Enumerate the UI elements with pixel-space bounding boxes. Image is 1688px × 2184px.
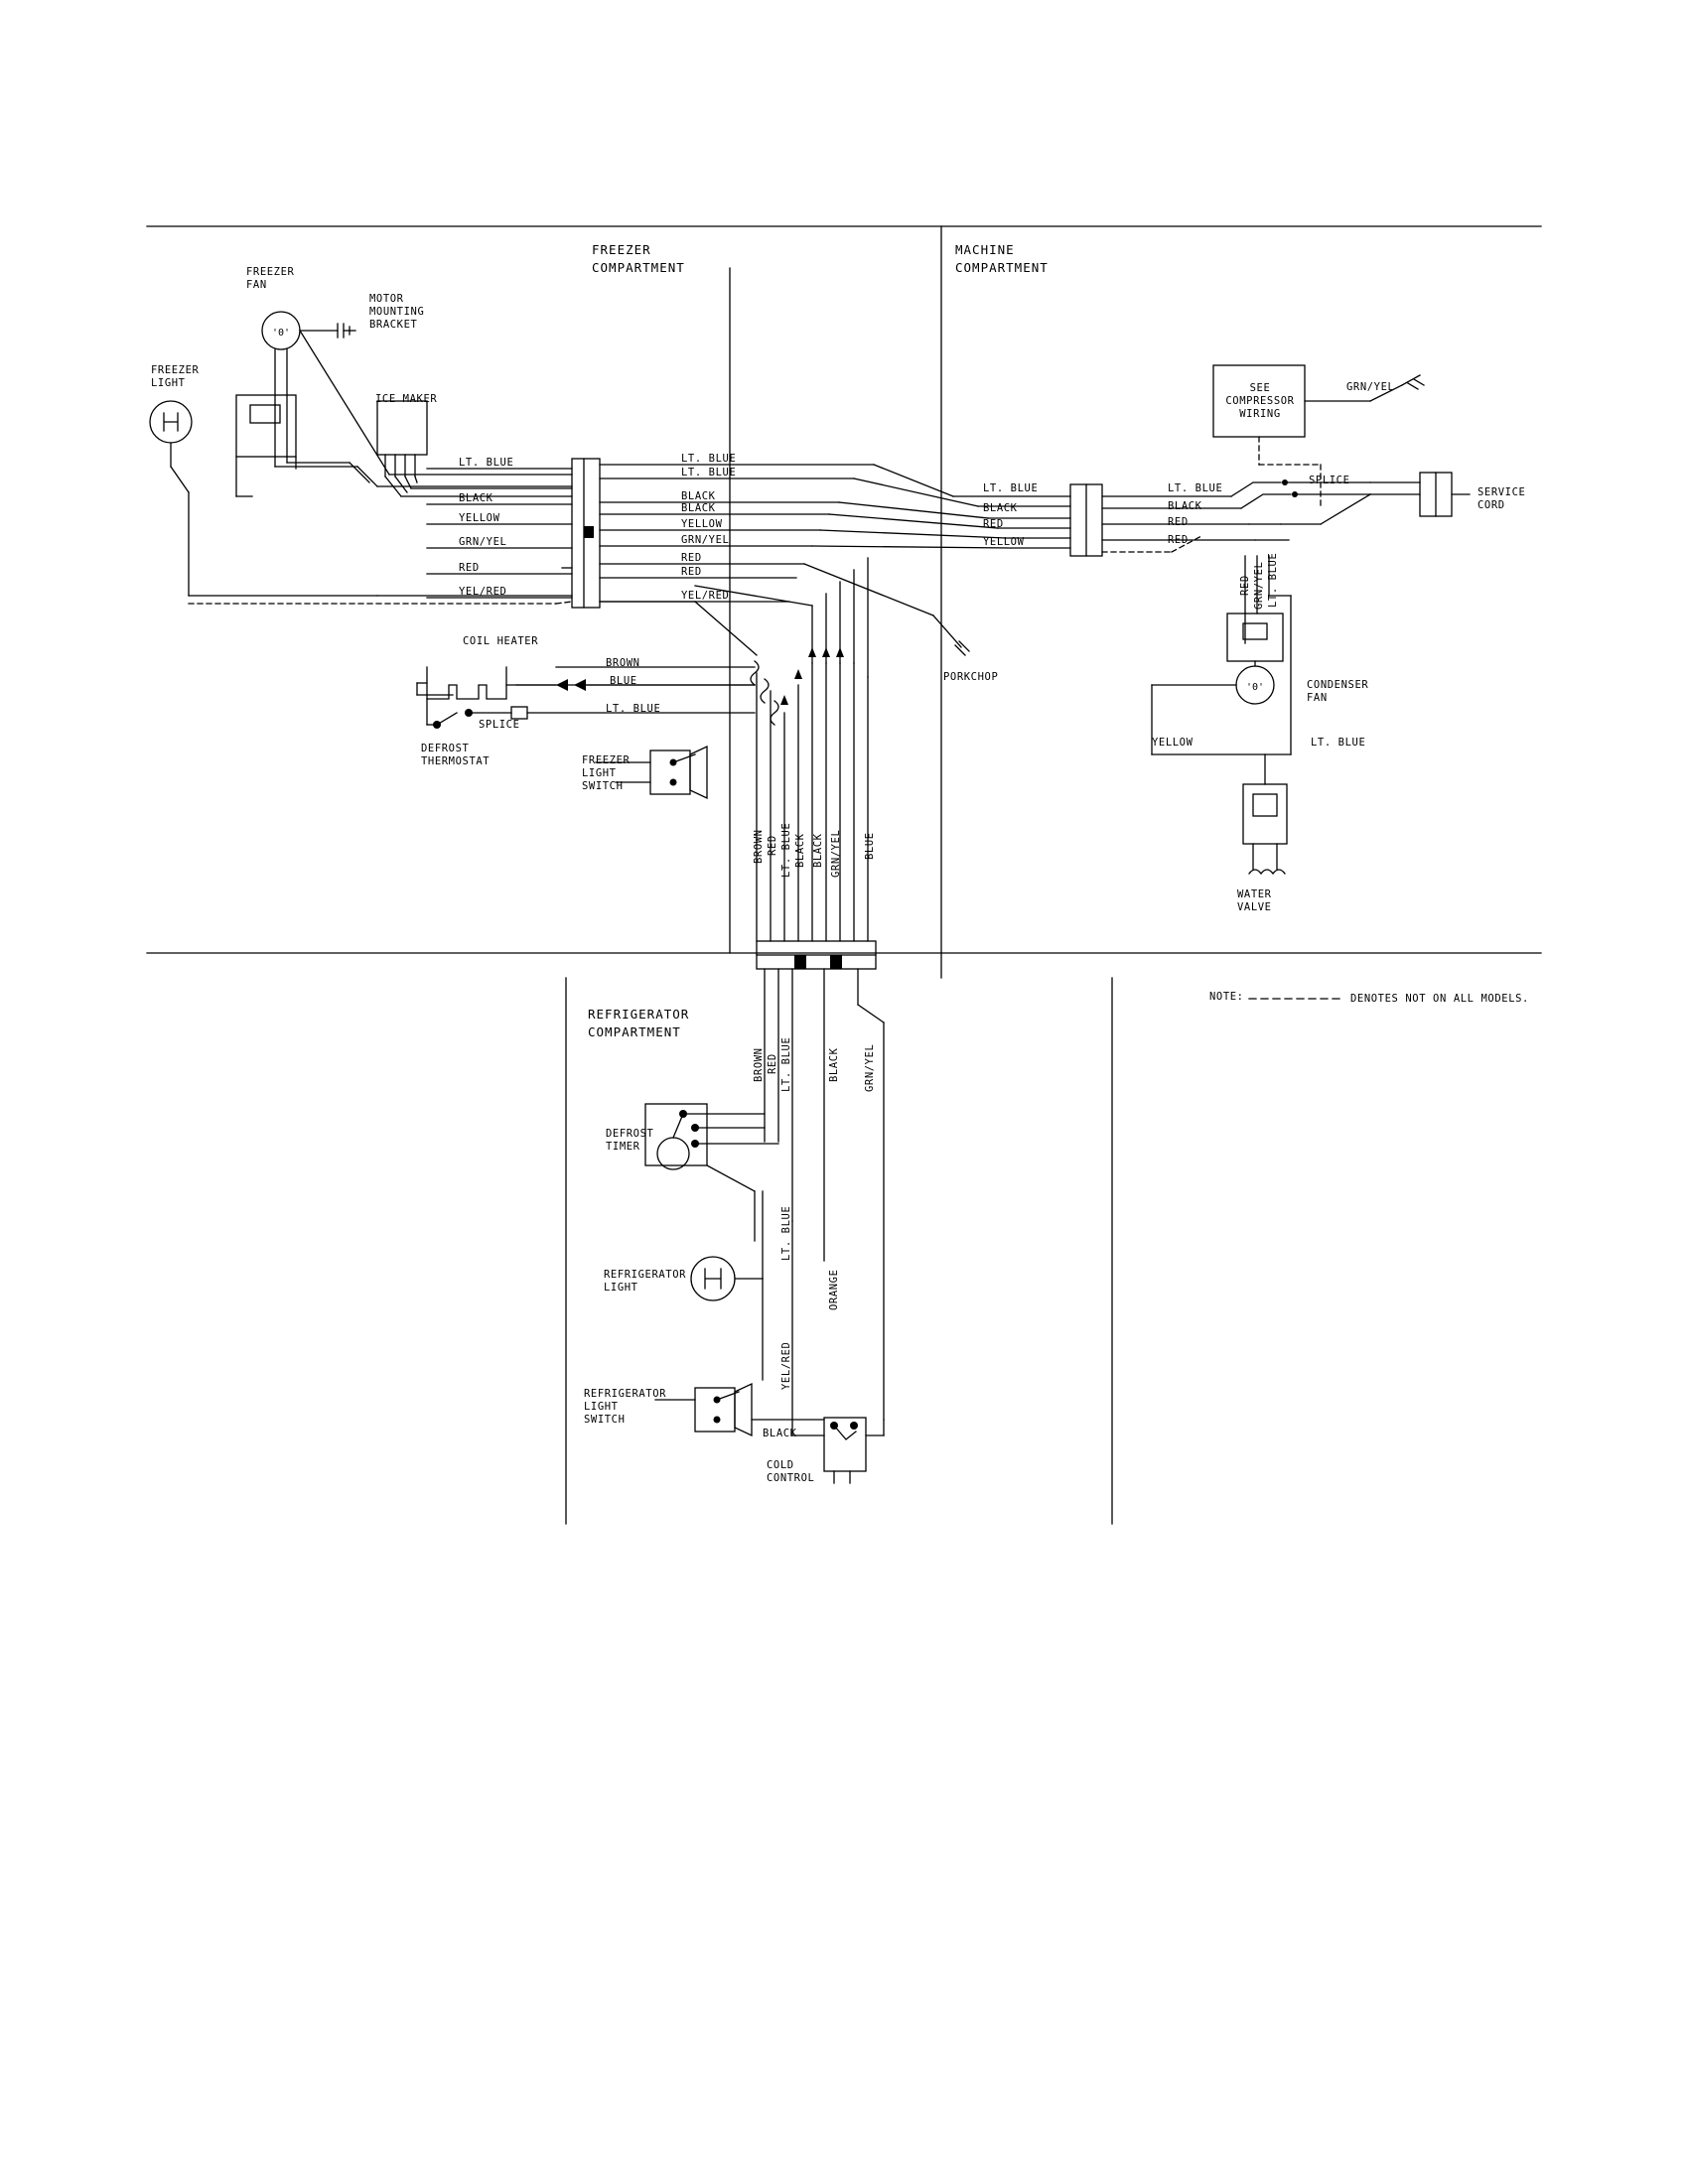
label-service-cord-line2: CORD bbox=[1477, 499, 1505, 511]
label-water-valve: WATER bbox=[1237, 888, 1272, 900]
label-cold-control-line2: CONTROL bbox=[767, 1472, 815, 1484]
trunk-lower-label-black: BLACK bbox=[828, 1047, 840, 1082]
wire-label-grn-yel-2: GRN/YEL bbox=[681, 534, 730, 546]
wire-label-machine-red: RED bbox=[983, 518, 1004, 530]
wire-label-out-red: RED bbox=[1168, 516, 1189, 528]
trunk-label-brown: BROWN bbox=[753, 829, 765, 864]
label-motor-mounting-bracket-line2: MOUNTING bbox=[369, 306, 425, 318]
label-splice-left: SPLICE bbox=[479, 719, 520, 731]
trunk-label-red: RED bbox=[767, 835, 778, 856]
label-condenser-fan-line2: FAN bbox=[1307, 692, 1328, 704]
label-defrost-timer-line2: TIMER bbox=[606, 1141, 640, 1153]
wire-label-red-2: RED bbox=[681, 552, 702, 564]
wire-label-grn-yel-1: GRN/YEL bbox=[459, 536, 507, 548]
label-condenser-fan: CONDENSER bbox=[1307, 679, 1369, 691]
wire-label-out-lt-blue: LT. BLUE bbox=[1168, 482, 1223, 494]
wire-label-yellow-1: YELLOW bbox=[459, 512, 500, 524]
wire-label-brown-1: BROWN bbox=[606, 657, 640, 669]
trunk-label-blue: BLUE bbox=[864, 832, 876, 860]
wire-label-yel-red-2: YEL/RED bbox=[681, 590, 730, 602]
wire-label-yel-red-1: YEL/RED bbox=[459, 586, 507, 598]
wire-label-yellow-2: YELLOW bbox=[681, 518, 723, 530]
label-see-compressor-wiring: SEE bbox=[1249, 382, 1271, 394]
wire-label-lt-blue-2: LT. BLUE bbox=[681, 453, 737, 465]
trunk-lower-label-lt-blue: LT. BLUE bbox=[780, 1036, 792, 1092]
label-refrigerator-light-switch-line2: LIGHT bbox=[584, 1401, 619, 1413]
label-porkchop: PORKCHOP bbox=[943, 671, 999, 683]
label-refrigerator-light-switch-line3: SWITCH bbox=[584, 1414, 626, 1426]
label-freezer-light-switch-line2: LIGHT bbox=[582, 767, 617, 779]
label-ice-maker: ICE MAKER bbox=[375, 393, 438, 405]
wire-label-out-red-2: RED bbox=[1168, 534, 1189, 546]
wire-label-machine-yellow-2: YELLOW bbox=[1152, 737, 1194, 749]
compartment-title-machine-line2: COMPARTMENT bbox=[955, 260, 1049, 275]
wire-label-lt-blue-1: LT. BLUE bbox=[459, 457, 514, 469]
compartment-title-freezer-line2: COMPARTMENT bbox=[592, 260, 685, 275]
label-splice-right: SPLICE bbox=[1309, 475, 1350, 486]
wire-label-machine-lt-blue: LT. BLUE bbox=[983, 482, 1039, 494]
label-water-valve-line2: VALVE bbox=[1237, 901, 1272, 913]
label-see-compressor-wiring-line2: COMPRESSOR bbox=[1225, 395, 1295, 407]
wire-label-machine-lt-blue-2: LT. BLUE bbox=[1311, 737, 1366, 749]
compartment-title-refrigerator: REFRIGERATOR bbox=[588, 1007, 690, 1022]
wire-label-lt-blue-3: LT. BLUE bbox=[681, 467, 737, 478]
wire-label-machine-yellow: YELLOW bbox=[983, 536, 1025, 548]
compartment-title-refrigerator-line2: COMPARTMENT bbox=[588, 1024, 681, 1039]
note-label: NOTE: bbox=[1209, 991, 1244, 1003]
note-text: DENOTES NOT ON ALL MODELS. bbox=[1350, 993, 1529, 1005]
wire-label-red-1: RED bbox=[459, 562, 480, 574]
ref-wire-label-black: BLACK bbox=[763, 1428, 797, 1439]
trunk-label-black: BLACK bbox=[794, 833, 806, 868]
label-motor-mounting-bracket-line3: BRACKET bbox=[369, 319, 418, 331]
compartment-title-freezer: FREEZER bbox=[592, 242, 651, 257]
wire-label-lt-blue-coil: LT. BLUE bbox=[606, 703, 661, 715]
wire-label-out-black: BLACK bbox=[1168, 500, 1202, 512]
wire-label-blue-1: BLUE bbox=[610, 675, 637, 687]
wire-label-machine-black: BLACK bbox=[983, 502, 1018, 514]
wire-label-vert-grn-yel: GRN/YEL bbox=[1253, 561, 1265, 610]
label-see-compressor-wiring-line3: WIRING bbox=[1239, 408, 1281, 420]
trunk-lower-label-red: RED bbox=[767, 1053, 778, 1074]
wire-label-black-1: BLACK bbox=[459, 492, 493, 504]
ref-wire-label-orange: ORANGE bbox=[828, 1269, 840, 1310]
label-freezer-light: FREEZER bbox=[151, 364, 200, 376]
label-freezer-fan-line2: FAN bbox=[246, 279, 267, 291]
wire-label-red-3: RED bbox=[681, 566, 702, 578]
ref-wire-label-lt-blue: LT. BLUE bbox=[780, 1205, 792, 1261]
label-motor-mounting-bracket: MOTOR bbox=[369, 293, 404, 305]
label-refrigerator-light-switch: REFRIGERATOR bbox=[584, 1388, 667, 1400]
trunk-label-grn-yel: GRN/YEL bbox=[830, 829, 842, 878]
svg-text:'0': '0' bbox=[1245, 682, 1265, 693]
wire-label-black-2: BLACK bbox=[681, 490, 716, 502]
wire-label-black-3: BLACK bbox=[681, 502, 716, 514]
label-cold-control: COLD bbox=[767, 1459, 794, 1471]
label-freezer-light-switch: FREEZER bbox=[582, 754, 631, 766]
trunk-label-lt-blue: LT. BLUE bbox=[780, 822, 792, 878]
svg-text:'0': '0' bbox=[271, 328, 291, 339]
label-service-cord: SERVICE bbox=[1477, 486, 1526, 498]
label-coil-heater: COIL HEATER bbox=[463, 635, 539, 647]
wire-label-grn-yel-top: GRN/YEL bbox=[1346, 381, 1395, 393]
trunk-label-black-2: BLACK bbox=[812, 833, 824, 868]
label-freezer-light-switch-line3: SWITCH bbox=[582, 780, 624, 792]
label-refrigerator-light: REFRIGERATOR bbox=[604, 1269, 687, 1281]
compartment-title-machine: MACHINE bbox=[955, 242, 1015, 257]
label-freezer-light-line2: LIGHT bbox=[151, 377, 186, 389]
label-defrost-thermostat: DEFROST bbox=[421, 743, 470, 754]
wire-label-vert-red: RED bbox=[1239, 575, 1251, 596]
trunk-lower-label-grn-yel: GRN/YEL bbox=[864, 1043, 876, 1092]
label-freezer-fan: FREEZER bbox=[246, 266, 295, 278]
ref-wire-label-yel-red: YEL/RED bbox=[780, 1341, 792, 1390]
label-refrigerator-light-line2: LIGHT bbox=[604, 1282, 638, 1294]
label-defrost-timer: DEFROST bbox=[606, 1128, 654, 1140]
wire-label-vert-lt-blue: LT. BLUE bbox=[1267, 552, 1279, 608]
trunk-lower-label-brown: BROWN bbox=[753, 1047, 765, 1082]
label-defrost-thermostat-line2: THERMOSTAT bbox=[421, 755, 491, 767]
